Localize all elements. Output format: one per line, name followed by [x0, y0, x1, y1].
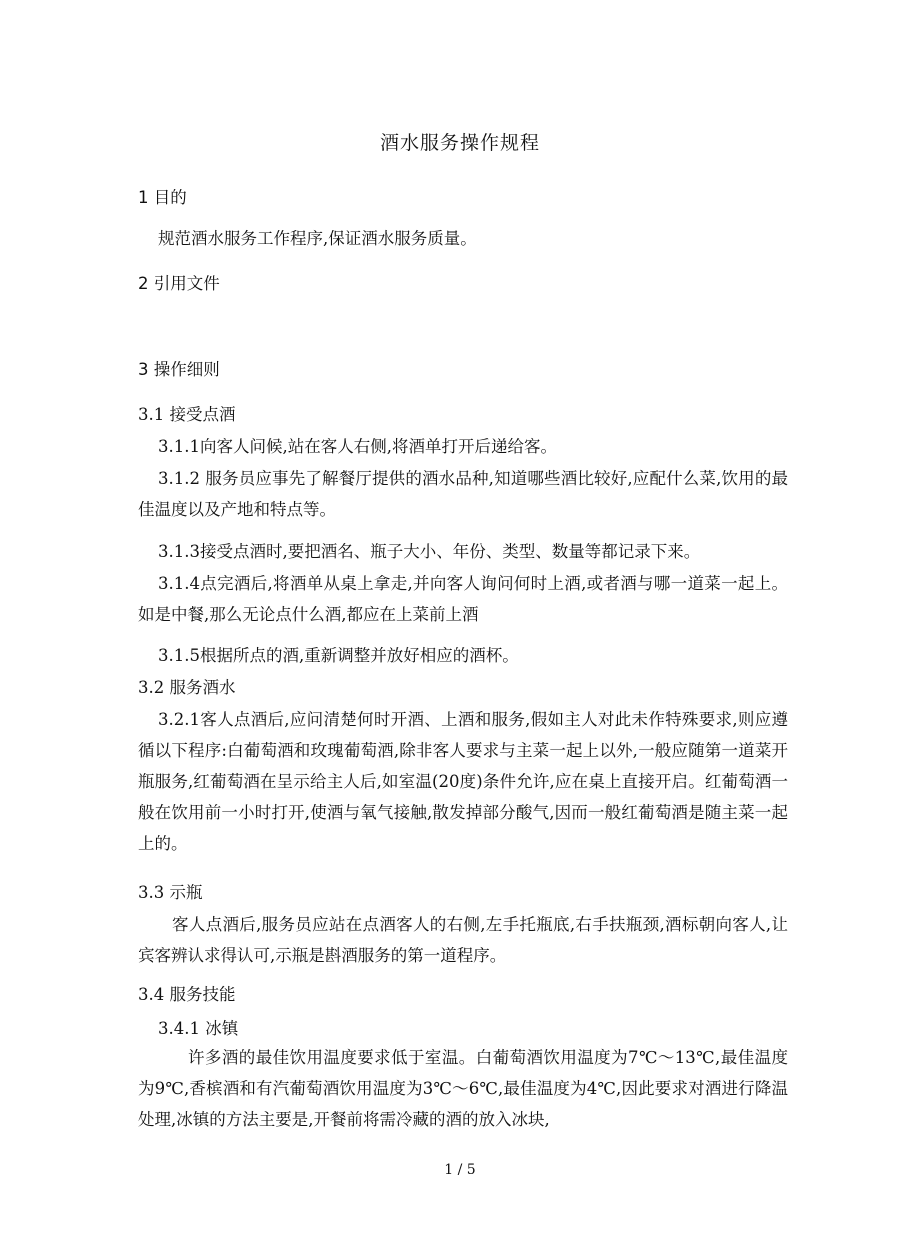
- paragraph-3-2-1: 3.2.1客人点酒后,应问清楚何时开酒、上酒和服务,假如主人对此未作特殊要求,则应遵循以下程序:白葡萄酒和玫瑰葡萄酒,除非客人要求与主菜一起上以外,一般应随第一道菜开瓶服务,红葡萄酒在呈示给主人后,如室温(20度)条件允许,应在桌上直接开启。红葡萄酒一般在饮用前一小时打开,使酒与氧气接触,散发掉部分酸气,因而一般红葡萄酒是随主菜一起上的。: [138, 710, 788, 853]
- subsection-heading-3-2: 3.2 服务酒水: [138, 678, 236, 697]
- subsection-heading-3-3: 3.3 示瓶: [138, 883, 203, 902]
- section-heading-references: 2 引用文件: [138, 274, 220, 293]
- paragraph-3-1-3: 3.1.3接受点酒时,要把酒名、瓶子大小、年份、类型、数量等都记录下来。: [158, 542, 701, 561]
- section-heading-operations: 3 操作细则: [138, 360, 220, 379]
- paragraph-3-3: 客人点酒后,服务员应站在点酒客人的右侧,左手托瓶底,右手扶瓶颈,酒标朝向客人,让宾客辨认求得认可,示瓶是斟酒服务的第一道程序。: [138, 915, 788, 965]
- paragraph-3-1-4: 3.1.4点完酒后,将酒单从桌上拿走,并向客人询问何时上酒,或者酒与哪一道菜一起上。如是中餐,那么无论点什么酒,都应在上菜前上酒: [138, 574, 788, 624]
- paragraph-3-1-5: 3.1.5根据所点的酒,重新调整并放好相应的酒杯。: [158, 646, 519, 665]
- paragraph-3-4-1: 许多酒的最佳饮用温度要求低于室温。白葡萄酒饮用温度为7℃～13℃,最佳温度为9℃,香槟酒和有汽葡萄酒饮用温度为3℃～6℃,最佳温度为4℃,因此要求对酒进行降温处理,冰镇的方法主要是,开餐前将需冷藏的酒的放入冰块,: [138, 1048, 788, 1129]
- section-heading-purpose: 1 目的: [138, 188, 187, 207]
- subsection-heading-3-4: 3.4 服务技能: [138, 985, 236, 1004]
- purpose-paragraph: 规范酒水服务工作程序,保证酒水服务质量。: [158, 229, 477, 248]
- document-title: 酒水服务操作规程: [379, 132, 540, 154]
- paragraph-3-1-1: 3.1.1向客人问候,站在客人右侧,将酒单打开后递给客。: [158, 437, 557, 456]
- paragraph-3-1-2: 3.1.2 服务员应事先了解餐厅提供的酒水品种,知道哪些酒比较好,应配什么菜,饮用的最佳温度以及产地和特点等。: [138, 469, 788, 519]
- subsection-heading-3-4-1: 3.4.1 冰镇: [158, 1019, 239, 1038]
- subsection-heading-3-1: 3.1 接受点酒: [138, 405, 236, 424]
- page-number: 1 / 5: [444, 1162, 476, 1178]
